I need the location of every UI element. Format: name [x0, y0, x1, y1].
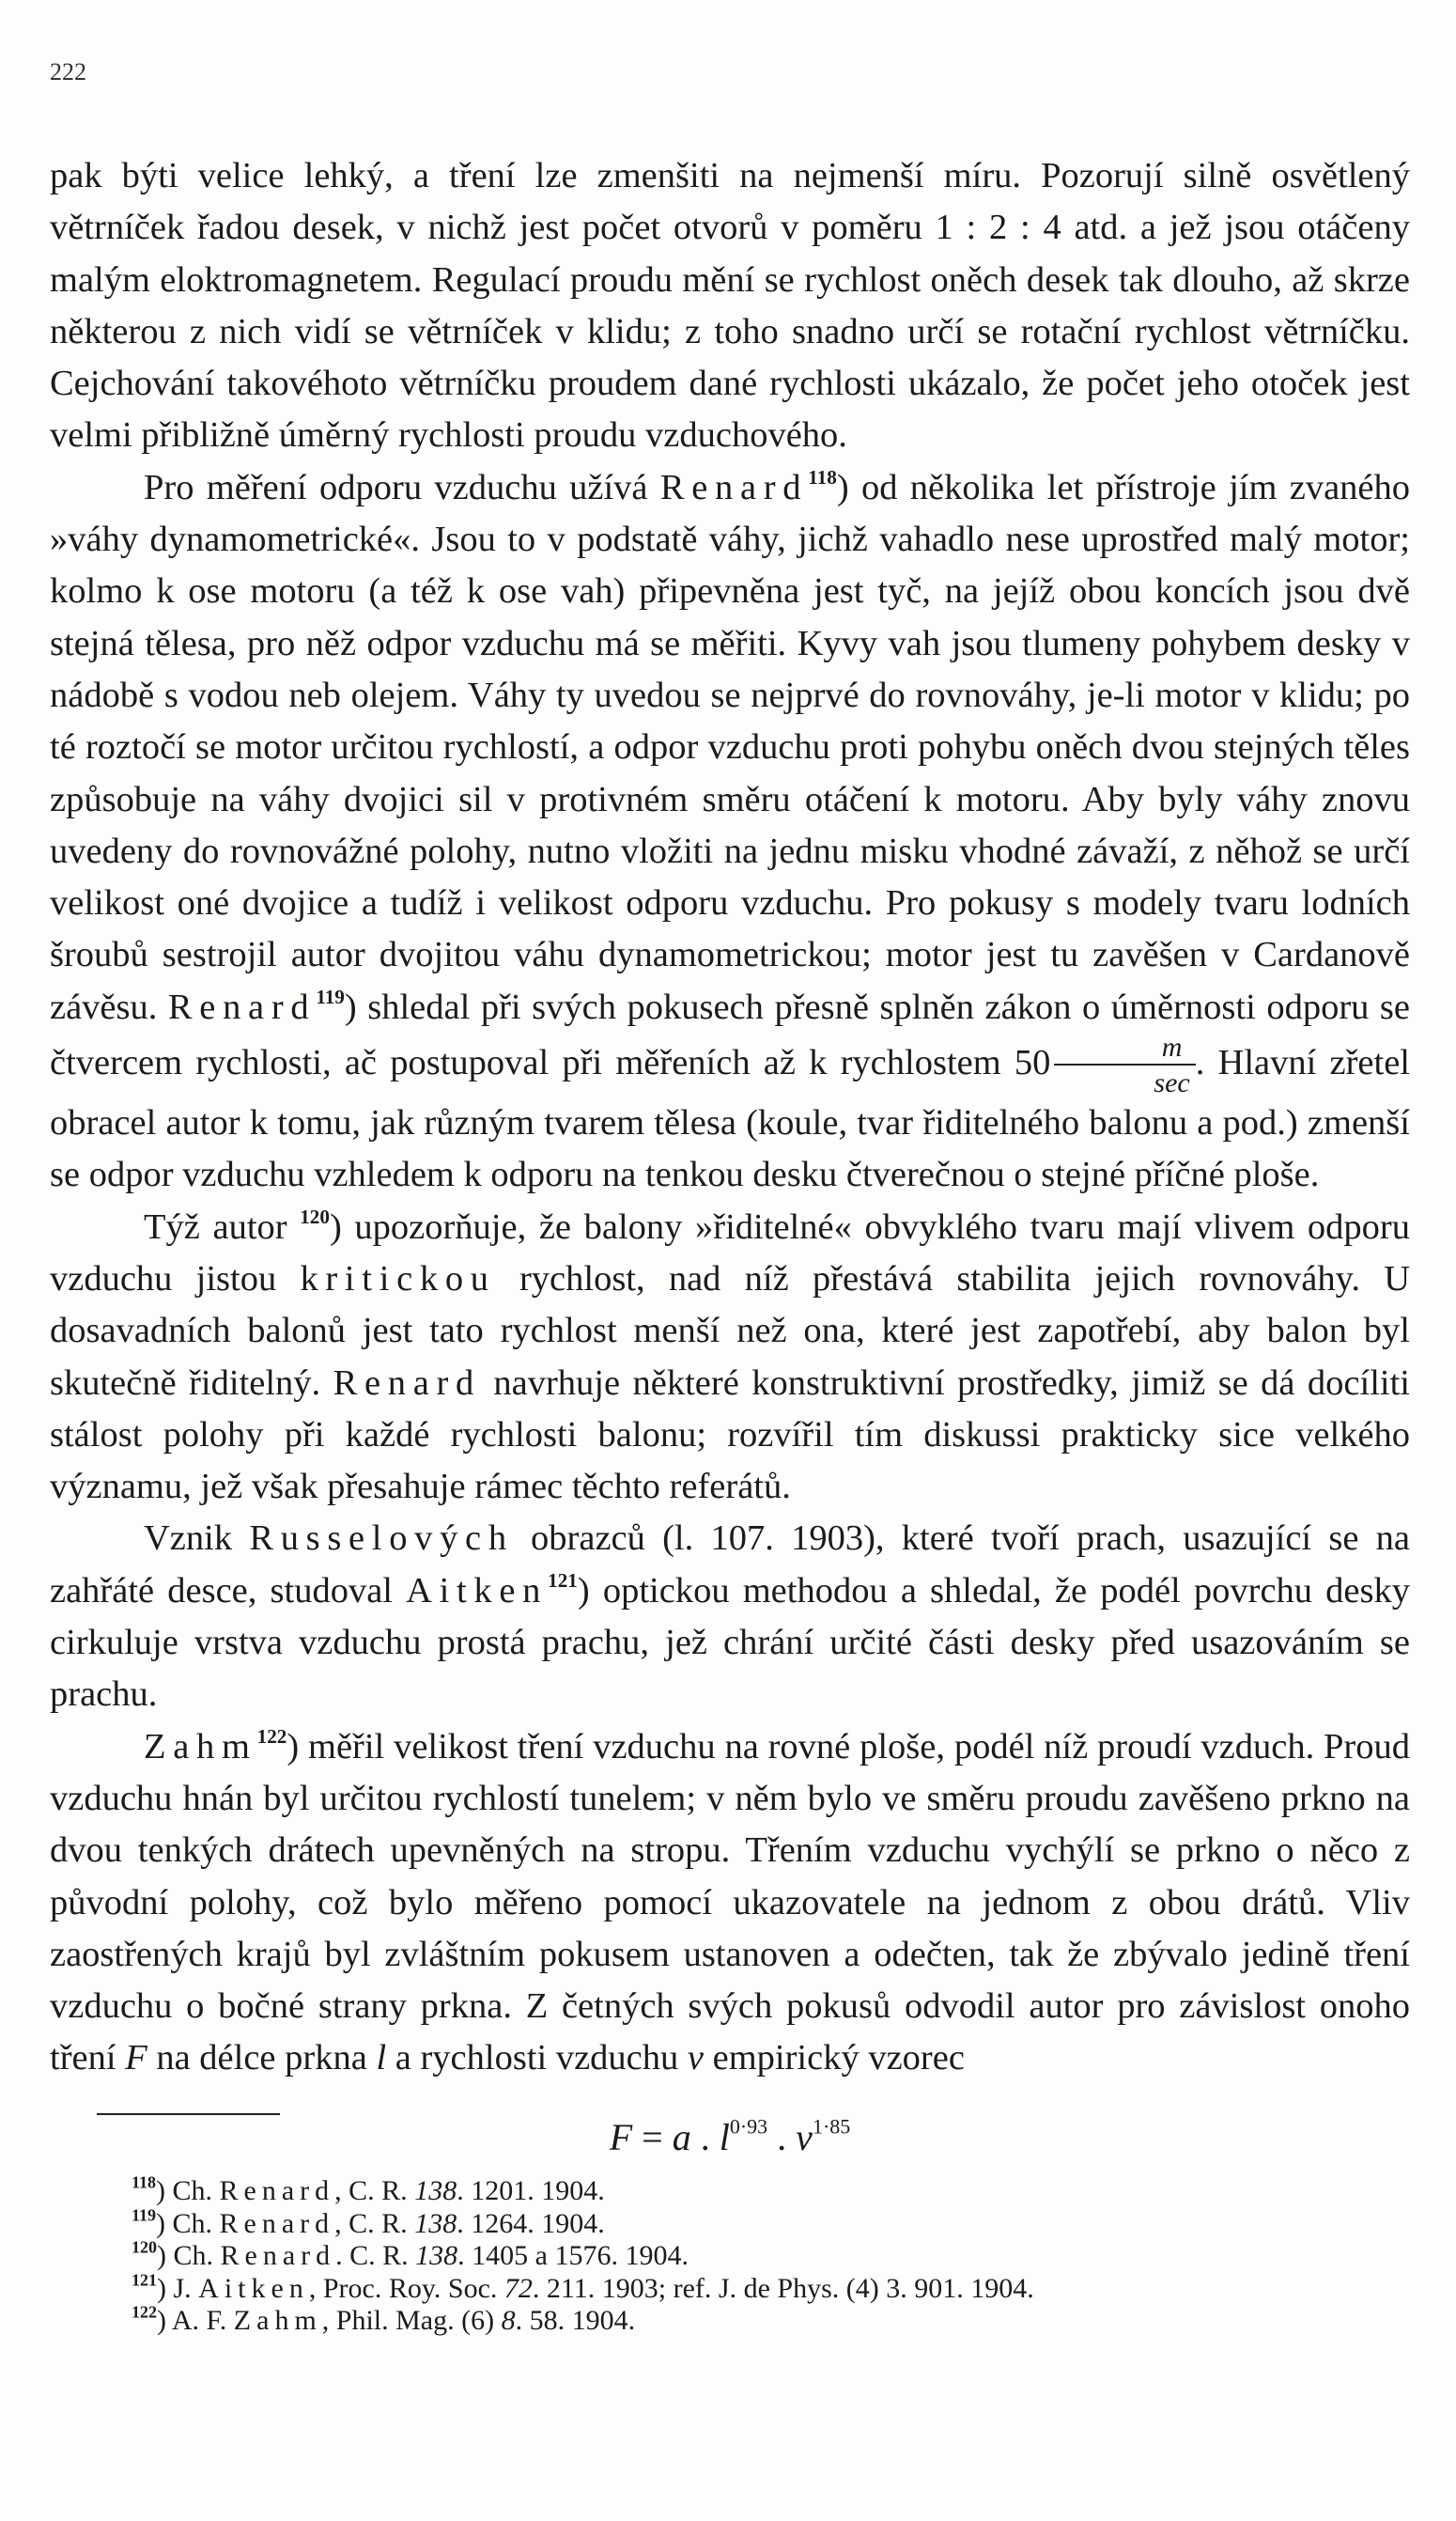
text-run: ) od několika let přístroje jím zvaného »váhy dynamometrické«. Jsou to v podstatě váhy, jichž vahadlo nese uprostřed malý motor; kolmo k ose motoru (a též k ose vah) připevněna jest tyč, na jejíž obou koncích jsou dvě stejná tělesa, pro něž odpor vzduchu má se měřiti. Kyvy vah jsou tlumeny pohybem desky v nádobě s vodou neb olejem. Váhy ty uvedou se nejprvé do rovnováhy, je-li motor v klidu; po té roztočí se motor určitou rychlostí, a odpor vzduchu proti pohybu oněch dvou stejných těles způsobuje na váhy dvojici sil v protivném směru otáčení k motoru. Aby byly váhy znovu uvedeny do rovnovážné polohy, nutno vložiti na jednu misku vhodné závaží, z něhož se určí velikost oné dvojice a tudíž i velikost odporu vzduchu. Pro pokusy s modely tvaru lodních šroubů sestrojil autor dvojitou váhu dynamometrickou; motor jest tu zavěšen v Cardanově závěsu.	[50, 467, 1410, 1027]
page-number: 222	[50, 58, 86, 86]
text-run: Vznik	[144, 1518, 250, 1559]
footnote-text: . 58. 1904.	[515, 2305, 636, 2336]
formula-var-a: a	[672, 2115, 691, 2158]
math-variable: l	[376, 2038, 387, 2078]
text-run: obrazců (l. 107. 1903), které tvoří prach, usazující se na zahřáté desce, studoval	[50, 1518, 1410, 1611]
footnote-author: Renard	[220, 2240, 336, 2271]
footnote-text: , Proc. Roy. Soc.	[308, 2272, 504, 2304]
paragraph-5	[50, 1721, 1410, 2085]
footnote	[132, 2204, 1428, 2241]
footnote-ref[interactable]: 120	[300, 1205, 330, 1228]
footnote-text: ) J.	[157, 2272, 199, 2304]
paragraph-4	[50, 1513, 1410, 1720]
footnote-volume: 72	[503, 2272, 533, 2304]
footnote-volume: 138	[414, 2175, 457, 2206]
formula-var-l: l	[719, 2115, 730, 2158]
footnote	[132, 2269, 1428, 2306]
footnote-text: . 1405 a 1576. 1904.	[457, 2240, 689, 2271]
author-name: Russelových	[249, 1518, 514, 1559]
footnote-text: . C. R.	[335, 2240, 416, 2271]
author-name: Renard	[333, 1362, 481, 1403]
footnote-text: . 211. 1903; ref. J. de Phys. (4) 3. 901. 1904.	[532, 2272, 1034, 2304]
footnote-author: Renard	[219, 2207, 335, 2239]
body-text	[50, 150, 1410, 2172]
footnote-ref[interactable]: 122	[256, 1724, 287, 1748]
paragraph-2	[50, 462, 1410, 1202]
footnotes	[132, 2172, 1428, 2338]
text-run: empirický vzorec	[703, 2038, 965, 2078]
text-run: na délce prkna	[147, 2038, 377, 2078]
text-run: ) měřil velikost tření vzduchu na rovné ploše, podél níž proudí vzduch. Proud vzduchu hnán byl určitou rychlostí tunelem; v něm bylo ve směru proudu zavěšeno prkno na dvou tenkých drátech upevněných na stropu. Třením vzduchu vychýlí se prkno o něco z původní polohy, což bylo měřeno pomocí ukazovatele na jednom z obou drátů. Vliv zaostřených krajů byl zvláštním pokusem ustanoven a odečten, tak že zbývalo jedině tření vzduchu o bočné strany prkna. Z četných svých pokusů odvodil autor pro závislost onoho tření	[50, 1726, 1410, 2078]
author-name: Renard	[167, 987, 317, 1027]
text-run: Týž autor	[144, 1206, 301, 1247]
footnote	[132, 2302, 1428, 2338]
footnote-ref[interactable]: 118	[808, 465, 837, 489]
paragraph-1: pak býti velice lehký, a tření lze zmenšiti na nejmenší míru. Pozorují silně osvětlený větrníček řadou desek, v nichž jest počet otvorů v poměru 1 : 2 : 4 atd. a jež jsou otáčeny malým eloktromagnetem. Regulací proudu mění se rychlost oněch desek tak dlouho, až skrze některou z nich vidí se větrníček v klidu; z toho snadno určí se rotační rychlost větrníčku. Cejchování takovéhoto větrníčku proudem dané rychlosti ukázalo, že počet jeho otoček jest velmi přibližně úměrný rychlosti proudu vzduchového.	[50, 156, 1410, 456]
footnote-mark: 122	[132, 2302, 157, 2322]
author-name: Zahm	[144, 1726, 257, 1766]
math-variable: v	[687, 2038, 704, 2078]
footnote-text: , C. R.	[334, 2175, 415, 2206]
formula-equals: =	[632, 2115, 673, 2158]
text-run: Pro měření odporu vzduchu užívá	[144, 467, 660, 507]
footnote	[132, 2237, 1428, 2273]
text-run: rychlost, nad níž přestává stabilita jejich rovnováhy. U dosavadních balonů jest tato rychlost menší než ona, které jest zapotřebí, aby balon byl skutečně řiditelný.	[50, 1258, 1411, 1403]
footnote-text: , Phil. Mag. (6)	[321, 2305, 502, 2336]
footnote-text: , C. R.	[334, 2207, 415, 2239]
paragraph-3	[50, 1202, 1410, 1514]
footnote-mark: 118	[132, 2172, 157, 2192]
footnote-ref[interactable]: 119	[316, 985, 345, 1008]
footnote-mark: 120	[132, 2237, 157, 2257]
formula-exp-l: 0·93	[729, 2114, 768, 2139]
text-run: ) upozorňuje, že balony »řiditelné« obvyklého tvaru mají vlivem odporu vzduchu jistou	[50, 1206, 1411, 1299]
formula-dot: .	[690, 2115, 720, 2158]
footnote	[132, 2172, 1428, 2208]
formula-var-f: F	[609, 2115, 633, 2158]
text-run: a rychlosti vzduchu	[386, 2038, 688, 2078]
footnote-mark: 121	[132, 2269, 157, 2289]
footnote-text: ) Ch.	[156, 2175, 220, 2206]
math-variable: F	[125, 2038, 147, 2078]
emphasis-word: kritickou	[300, 1258, 496, 1299]
fraction-numerator: m	[1161, 1032, 1183, 1064]
footnote-mark: 119	[132, 2204, 157, 2224]
fraction-denominator: sec	[1054, 1064, 1195, 1097]
formula-var-v: v	[796, 2115, 813, 2158]
footnote-divider	[97, 2113, 280, 2115]
text-run: navrhuje některé konstruktivní prostředky, jimiž se dá docíliti stálost polohy při každé rychlosti balonu; rozvířil tím diskussi prakticky sice velkého významu, jež však přesahuje rámec těchto referátů.	[50, 1362, 1410, 1507]
footnote-author: Zahm	[233, 2305, 322, 2336]
text-run: ) shledal při svých pokusech přesně splněn zákon o úměrnosti odporu se čtvercem rychlosti, ač postupoval při měřeních až k rychlostem 50	[50, 987, 1411, 1082]
text-run: ) optickou methodou a shledal, že podél povrchu desky cirkuluje vrstva vzduchu prostá prachu, jež chrání určité části desky před usazováním se prachu.	[50, 1570, 1410, 1715]
footnote-volume: 138	[414, 2207, 457, 2239]
footnote-text: ) A. F.	[157, 2305, 234, 2336]
footnote-author: Aitken	[198, 2272, 309, 2304]
empirical-formula	[50, 2111, 1410, 2163]
unit-fraction	[1054, 1034, 1195, 1097]
footnote-text: . 1201. 1904.	[457, 2175, 605, 2206]
formula-exp-v: 1·85	[812, 2114, 851, 2139]
text-run: . Hlavní zřetel obracel autor k tomu, jak různým tvarem tělesa (koule, tvar řiditelného balonu a pod.) zmenší se odpor vzduchu vzhledem k odporu na tenkou desku čtverečnou o stejné příčné ploše.	[50, 1042, 1410, 1195]
footnote-text: . 1264. 1904.	[457, 2207, 605, 2239]
footnote-text: ) Ch.	[156, 2207, 220, 2239]
author-name: Aitken	[406, 1570, 549, 1611]
footnote-ref[interactable]: 121	[548, 1568, 578, 1592]
footnote-author: Renard	[219, 2175, 335, 2206]
footnote-text: ) Ch.	[157, 2240, 221, 2271]
author-name: Renard	[659, 467, 809, 507]
footnote-volume: 138	[415, 2240, 458, 2271]
formula-dot: .	[767, 2115, 797, 2158]
footnote-volume: 8	[501, 2305, 516, 2336]
